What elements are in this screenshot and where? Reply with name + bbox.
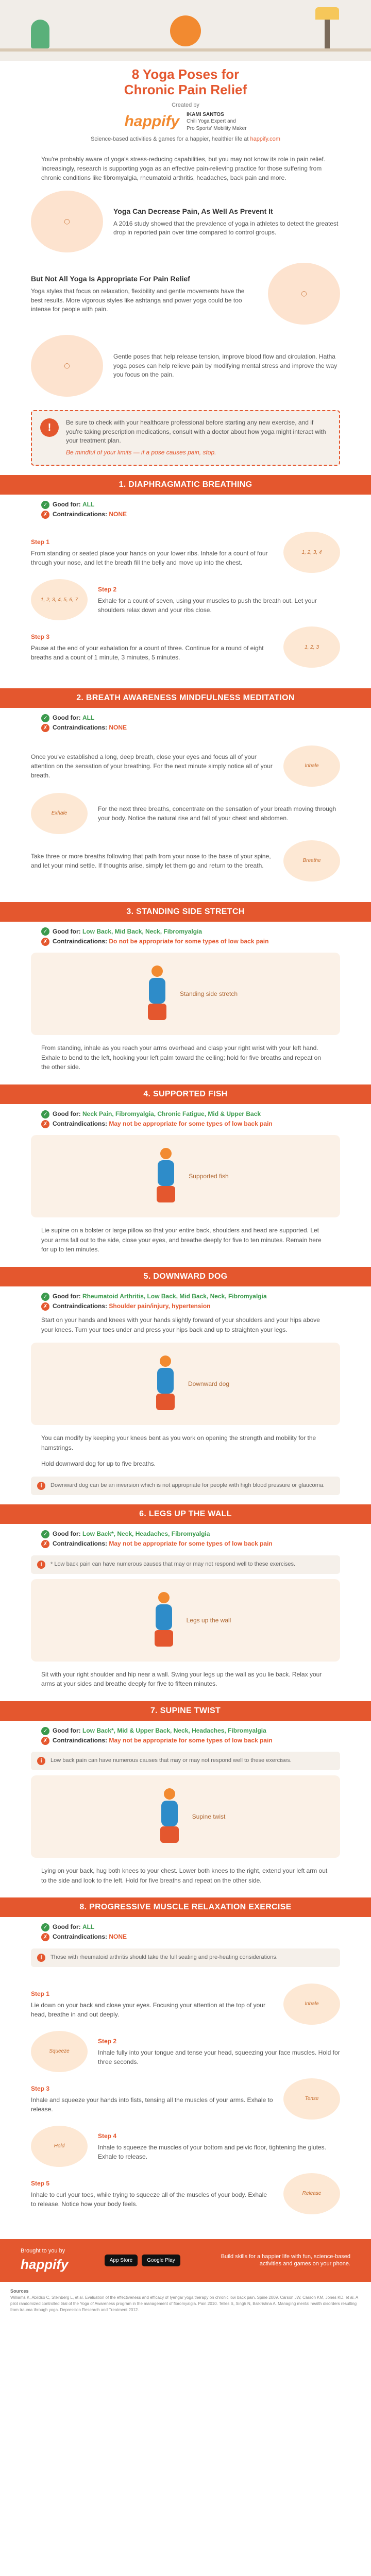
section-3-title: 3. STANDING SIDE STRETCH xyxy=(0,902,371,922)
lamp-icon xyxy=(325,12,330,48)
check-icon: ✓ xyxy=(41,927,49,936)
step: Step 5 Inhale to curl your toes, while trying to squeeze all of the muscles of your body. Exhale to release. Notice how your body feels. Release xyxy=(31,2173,340,2214)
pose-illustration: Downward dog xyxy=(31,1343,340,1425)
section-8-steps xyxy=(0,1972,371,2226)
yoga-figure-icon xyxy=(146,1788,192,1845)
section-3-good-for: ✓ Good for: Low Back, Mid Back, Neck, Fibromyalgia ✗ Contraindications: Do not be appropriate for some types of low back pain xyxy=(0,922,371,947)
block2-text: Yoga styles that focus on relaxation, flexibility and gentle movements have the best results. More vigorous styles like ashtanga and power yoga could be too intense for people with pain. xyxy=(31,287,245,313)
cross-icon: ✗ xyxy=(41,1737,49,1745)
section-5-text-a: Start on your hands and knees with your hands slightly forward of your shoulders and your hips above your knees. Turn your toes under and press your hips back and up to straighten your legs. xyxy=(41,1316,320,1333)
step: Once you've established a long, deep breath, close your eyes and focus all of your attention on the sensation of your breathing. For the next minute simply notice all of your breath. Inhale xyxy=(31,745,340,787)
step: Step 3 Pause at the end of your exhalation for a count of three. Continue for a round of eight breaths and a count of 1 minute, 3 minutes, 5 minutes. 1, 2, 3 xyxy=(31,626,340,668)
warning-icon: ! xyxy=(40,418,59,437)
block2-heading: But Not All Yoga Is Appropriate For Pain Relief xyxy=(31,275,190,283)
section-1-title: 1. DIAPHRAGMATIC BREATHING xyxy=(0,475,371,495)
yoga-figure-icon xyxy=(133,965,180,1022)
happify-link[interactable]: happify.com xyxy=(250,136,280,143)
plant-icon xyxy=(31,20,49,48)
check-icon: ✓ xyxy=(41,714,49,722)
section-8-good-for: ✓ Good for: ALL ✗ Contraindications: NONE xyxy=(0,1917,371,1943)
footer-text: Build skills for a happier life with fun, science-based activities and games on your phone. xyxy=(221,2253,350,2267)
cross-icon: ✗ xyxy=(41,1302,49,1311)
section-7-title: 7. SUPINE TWIST xyxy=(0,1701,371,1721)
check-icon: ✓ xyxy=(41,1727,49,1735)
created-by-label: Created by xyxy=(172,101,199,108)
warning-box: ! Be sure to check with your healthcare professional before starting any new exercise, and if you're taking prescription medications, consult with a doctor about how yoga might interact with your treatment plan. Be mindful of your limits — if a pose causes pain, stop. xyxy=(31,410,340,466)
pose-illustration: Supine twist xyxy=(31,1775,340,1858)
info-note: i Low back pain can have numerous causes that may or may not respond well to these exercises. xyxy=(31,1752,340,1770)
cross-icon: ✗ xyxy=(41,1933,49,1941)
intro-paragraph: You're probably aware of yoga's stress-reducing capabilities, but you may not know its role in pain relief. Increasingly, research is supporting yoga as an effective pain-relieving practice for those suffering from chronic conditions like fibromyalgia, rheumatoid arthritis, headaches, back pain and more. xyxy=(41,156,326,182)
intro-block-3 xyxy=(0,330,371,402)
section-5-good-for: ✓ Good for: Rheumatoid Arthritis, Low Back, Mid Back, Neck, Fibromyalgia ✗ Contraindications: Shoulder pain/injury, hypertension xyxy=(0,1286,371,1312)
intro-block-1 xyxy=(0,185,371,258)
app-store-button[interactable]: App Store xyxy=(105,2255,138,2266)
page-title: 8 Yoga Poses for Chronic Pain Relief xyxy=(124,66,247,97)
happify-logo[interactable]: happify xyxy=(124,113,180,130)
check-icon: ✓ xyxy=(41,1530,49,1538)
block3-text: Gentle poses that help release tension, improve blood flow and circulation. Hatha yoga poses can help relieve pain by modifying mental stress and improve the way you focus on the pain. xyxy=(113,353,338,378)
step: Step 1 From standing or seated place your hands on your lower ribs. Inhale for a count of four through your nose, and let the breath fill the belly and move up into the chest. 1, 2, 3, 4 xyxy=(31,532,340,573)
section-1-steps xyxy=(0,520,371,679)
section-2-title: 2. BREATH AWARENESS MINDFULNESS MEDITATION xyxy=(0,688,371,708)
step-bubble: Squeeze xyxy=(31,2031,88,2072)
section-8-title: 8. PROGRESSIVE MUSCLE RELAXATION EXERCISE xyxy=(0,1897,371,1917)
author-info: IKAMI SANTOS Chili Yoga Expert and Pro Sports' Mobility Maker xyxy=(187,111,247,131)
pose-illustration: Supported fish xyxy=(31,1135,340,1217)
count-bubble: 1, 2, 3, 4 xyxy=(283,532,340,573)
brand-row xyxy=(0,111,371,132)
floor-divider xyxy=(0,48,371,52)
pose-illustration: Standing side stretch xyxy=(31,953,340,1035)
pain-illustration: ◯ xyxy=(31,191,103,252)
yoga-woman-icon xyxy=(170,15,201,46)
yoga-figure-icon xyxy=(142,1148,189,1205)
step-bubble: Inhale xyxy=(283,1984,340,2025)
step-bubble: Tense xyxy=(283,2078,340,2120)
count-bubble: 1, 2, 3, 4, 5, 6, 7 xyxy=(31,579,88,620)
section-5-text-b: You can modify by keeping your knees bent as you work on opening the strength and mobility for the hamstrings. xyxy=(41,1434,316,1452)
check-icon: ✓ xyxy=(41,501,49,509)
tagline: Science-based activities & games for a happier, healthier life at happify.com xyxy=(91,136,280,143)
section-7-good-for: ✓ Good for: Low Back*, Mid & Upper Back, Neck, Headaches, Fibromyalgia ✗ Contraindications: May not be appropriate for some types of low back pain xyxy=(0,1721,371,1747)
section-7-text: Lying on your back, hug both knees to your chest. Lower both knees to the right, extend your left arm out to the side and look to the left. Hold for five breaths and repeat on the other side. xyxy=(41,1867,328,1884)
breath-bubble: Inhale xyxy=(283,745,340,787)
step: 1, 2, 3, 4, 5, 6, 7 Step 2 Exhale for a count of seven, using your muscles to push the breath out. Let your shoulders relax down and your ribs close. xyxy=(31,579,340,620)
section-5-title: 5. DOWNWARD DOG xyxy=(0,1267,371,1286)
stretch-illustration: ◯ xyxy=(31,335,103,397)
cross-icon: ✗ xyxy=(41,1120,49,1128)
section-6-title: 6. LEGS UP THE WALL xyxy=(0,1504,371,1524)
section-4-good-for: ✓ Good for: Neck Pain, Fibromyalgia, Chronic Fatigue, Mid & Upper Back ✗ Contraindications: May not be appropriate for some types of low back pain xyxy=(0,1104,371,1130)
section-1-good-for: ✓ Good for: ALL ✗ Contraindications: NONE xyxy=(0,495,371,520)
info-note: i Downward dog can be an inversion which is not appropriate for people with high blood pressure or glaucoma. xyxy=(31,1477,340,1495)
pose-illustration: Legs up the wall xyxy=(31,1579,340,1662)
yoga-illustration: ◯ xyxy=(268,263,340,325)
section-4-text: Lie supine on a bolster or large pillow so that your entire back, shoulders and head are supported. Let your arms fall out to the side, close your eyes, and breathe deeply for five to ten minutes. Remain here for up to ten minutes. xyxy=(41,1227,322,1253)
title-block xyxy=(0,61,371,145)
section-3-text: From standing, inhale as you reach your arms overhead and clasp your right wrist with your left hand. Exhale to bend to the left, hooking your left palm toward the ceiling; hold for five breaths and repeat on the other side. xyxy=(41,1044,322,1071)
cross-icon: ✗ xyxy=(41,1540,49,1548)
check-icon: ✓ xyxy=(41,1293,49,1301)
step: Take three or more breaths following that path from your nose to the base of your spine, and let your mind settle. If thoughts arise, simply let them go and return to the breath. Breathe xyxy=(31,840,340,882)
footer: Brought to you by happify App Store Google Play Build skills for a happier life with fun, science-based activities and games on your phone. xyxy=(0,2239,371,2282)
info-note: i Those with rheumatoid arthritis should take the full seating and pre-heating considerations. xyxy=(31,1948,340,1967)
cross-icon: ✗ xyxy=(41,724,49,732)
step-bubble: Release xyxy=(283,2173,340,2214)
step: Squeeze Step 2 Inhale fully into your tongue and tense your head, squeezing your face muscles. Hold for three seconds. xyxy=(31,2031,340,2072)
cross-icon: ✗ xyxy=(41,938,49,946)
step: Step 1 Lie down on your back and close your eyes. Focusing your attention at the top of your head, breathe in and out deeply. Inhale xyxy=(31,1984,340,2025)
app-store-badges xyxy=(105,2255,180,2266)
section-6-text: Sit with your right shoulder and hip near a wall. Swing your legs up the wall as you lie back. Relax your arms at your sides and breathe deeply for five to fifteen minutes. xyxy=(41,1670,322,1688)
section-2-steps xyxy=(0,734,371,893)
info-note: i * Low back pain can have numerous causes that may or may not respond well to these exercises. xyxy=(31,1555,340,1574)
step: Exhale For the next three breaths, concentrate on the sensation of your breath moving through your body. Notice the natural rise and fall of your chest and abdomen. xyxy=(31,793,340,834)
count-bubble: 1, 2, 3 xyxy=(283,626,340,668)
section-2-good-for: ✓ Good for: ALL ✗ Contraindications: NONE xyxy=(0,708,371,734)
breath-bubble: Exhale xyxy=(31,793,88,834)
block1-heading: Yoga Can Decrease Pain, As Well As Prevent It xyxy=(113,207,273,215)
sources: Sources Williams K, Abildso C, Steinberg L, et al. Evaluation of the effectiveness and efficacy of Iyengar yoga therapy on chronic low back pain. Spine 2009. Carson JW, Carson KM, Jones KD, et al. A pilot randomized controlled trial of the Yoga of Awareness program in the management of fibromyalgia. Pain 2010. Telles S, Singh N, Balkrishna A. Managing mental health disorders resulting from trauma through yoga. Depression Research and Treatment 2012. xyxy=(10,2289,358,2312)
section-4-title: 4. SUPPORTED FISH xyxy=(0,1084,371,1104)
google-play-button[interactable]: Google Play xyxy=(142,2255,180,2266)
intro-block-2 xyxy=(0,258,371,330)
section-5-text-c: Hold downward dog for up to five breaths. xyxy=(41,1460,156,1467)
step: Hold Step 4 Inhale to squeeze the muscles of your bottom and pelvic floor, tightening the glutes. Exhale to release. xyxy=(31,2126,340,2167)
step: Step 3 Inhale and squeeze your hands into fists, tensing all the muscles of your arms. Exhale to release. Tense xyxy=(31,2078,340,2120)
block1-text: A 2016 study showed that the prevalence of yoga in athletes to detect the greatest drop in reported pain over time compared to control groups. xyxy=(113,220,339,236)
breath-bubble: Breathe xyxy=(283,840,340,882)
header-illustration xyxy=(0,0,371,61)
section-6-good-for: ✓ Good for: Low Back*, Neck, Headaches, Fibromyalgia ✗ Contraindications: May not be appropriate for some types of low back pain xyxy=(0,1524,371,1550)
check-icon: ✓ xyxy=(41,1923,49,1931)
footer-logo[interactable]: happify xyxy=(21,2256,69,2272)
yoga-figure-icon xyxy=(142,1355,188,1412)
step-bubble: Hold xyxy=(31,2126,88,2167)
check-icon: ✓ xyxy=(41,1110,49,1118)
yoga-figure-icon xyxy=(140,1592,187,1649)
cross-icon: ✗ xyxy=(41,511,49,519)
